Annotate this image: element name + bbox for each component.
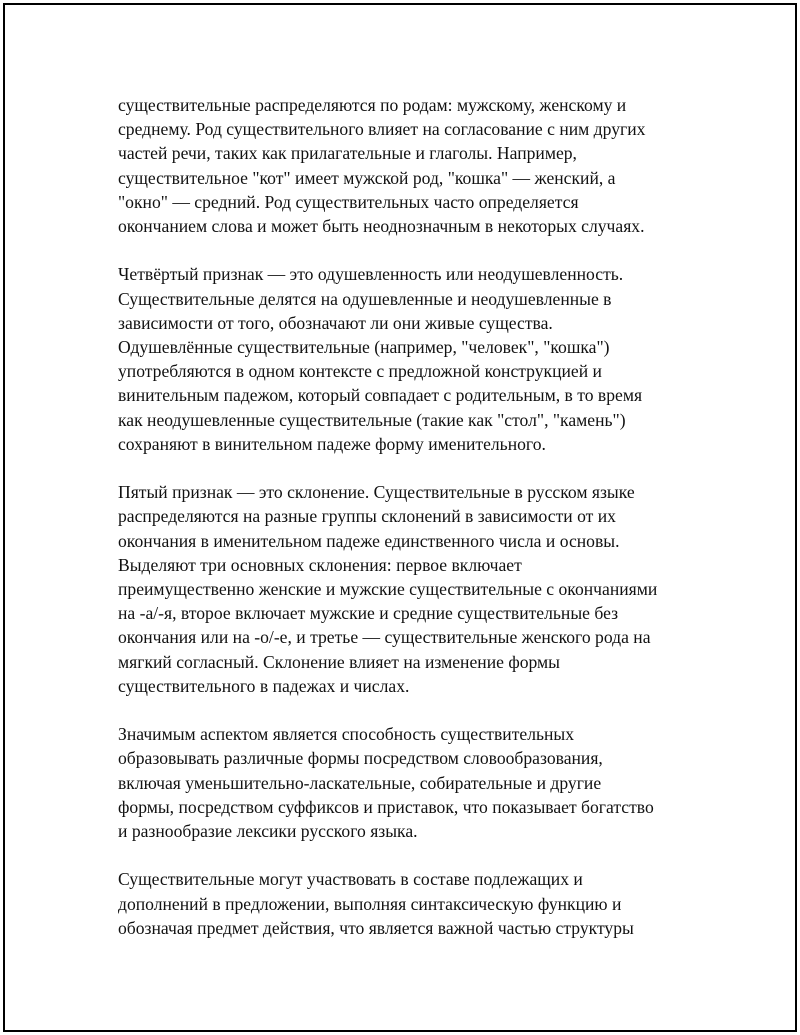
text-line: и разнообразие лексики русского языка.: [118, 821, 418, 842]
text-line: Значимым аспектом является способность существительных: [118, 724, 575, 745]
text-line: распределяются на разные группы склонений в зависимости от их: [118, 506, 616, 527]
text-line: окончанием слова и может быть неоднозначным в некоторых случаях.: [118, 216, 645, 237]
text-line: сохраняют в винительном падеже форму именительного.: [118, 433, 546, 454]
text-line: обозначая предмет действия, что является важной частью структуры: [118, 917, 634, 938]
text-line: мягкий согласный. Склонение влияет на изменение формы: [118, 651, 560, 672]
text-line: существительное "кот" имеет мужской род, "кошка" — женский, а: [118, 167, 616, 188]
text-line: Выделяют три основных склонения: первое включает: [118, 554, 522, 575]
text-line: существительные распределяются по родам: мужскому, женскому и: [118, 95, 627, 115]
text-line: Существительные могут участвовать в составе подлежащих и: [118, 869, 583, 890]
paragraph-syntax: [118, 867, 693, 940]
text-line: окончания в именительном падеже единственного числа и основы.: [118, 530, 620, 551]
text-line: "окно" — средний. Род существительных часто определяется: [118, 191, 579, 212]
paragraph-animacy: [118, 262, 693, 456]
text-line: Одушевлённые существительные (например, "человек", "кошка"): [118, 337, 610, 358]
paragraph-declension: [118, 480, 693, 698]
paragraph-gender: [118, 93, 693, 238]
text-line: формы, посредством суффиксов и приставок, что показывает богатство: [118, 796, 654, 817]
text-line: образовывать различные формы посредством словообразования,: [118, 748, 603, 769]
text-line: Четвёртый признак — это одушевленность или неодушевленность.: [118, 264, 624, 285]
text-line: среднему. Род существительного влияет на согласование с ним других: [118, 119, 646, 140]
text-line: на -а/-я, второе включает мужские и средние существительные без: [118, 603, 619, 624]
text-line: окончания или на -о/-е, и третье — существительные женского рода на: [118, 627, 651, 648]
text-line: Пятый признак — это склонение. Существительные в русском языке: [118, 482, 635, 503]
text-line: как неодушевленные существительные (такие как "стол", "камень"): [118, 409, 626, 430]
text-line: преимущественно женские и мужские существительные с окончаниями: [118, 579, 658, 600]
text-line: существительного в падежах и числах.: [118, 675, 410, 696]
text-line: употребляются в одном контексте с предложной конструкцией и: [118, 361, 602, 382]
text-line: дополнений в предложении, выполняя синтаксическую функцию и: [118, 893, 622, 914]
paragraph-word-formation: [118, 722, 693, 843]
text-line: Существительные делятся на одушевленные и неодушевленные в: [118, 288, 612, 309]
text-line: частей речи, таких как прилагательные и глаголы. Например,: [118, 143, 577, 164]
text-line: винительным падежом, который совпадает с родительным, в то время: [118, 385, 643, 406]
text-line: зависимости от того, обозначают ли они живые существа.: [118, 312, 553, 333]
document-body: [118, 93, 693, 964]
text-line: включая уменьшительно-ласкательные, собирательные и другие: [118, 772, 602, 793]
